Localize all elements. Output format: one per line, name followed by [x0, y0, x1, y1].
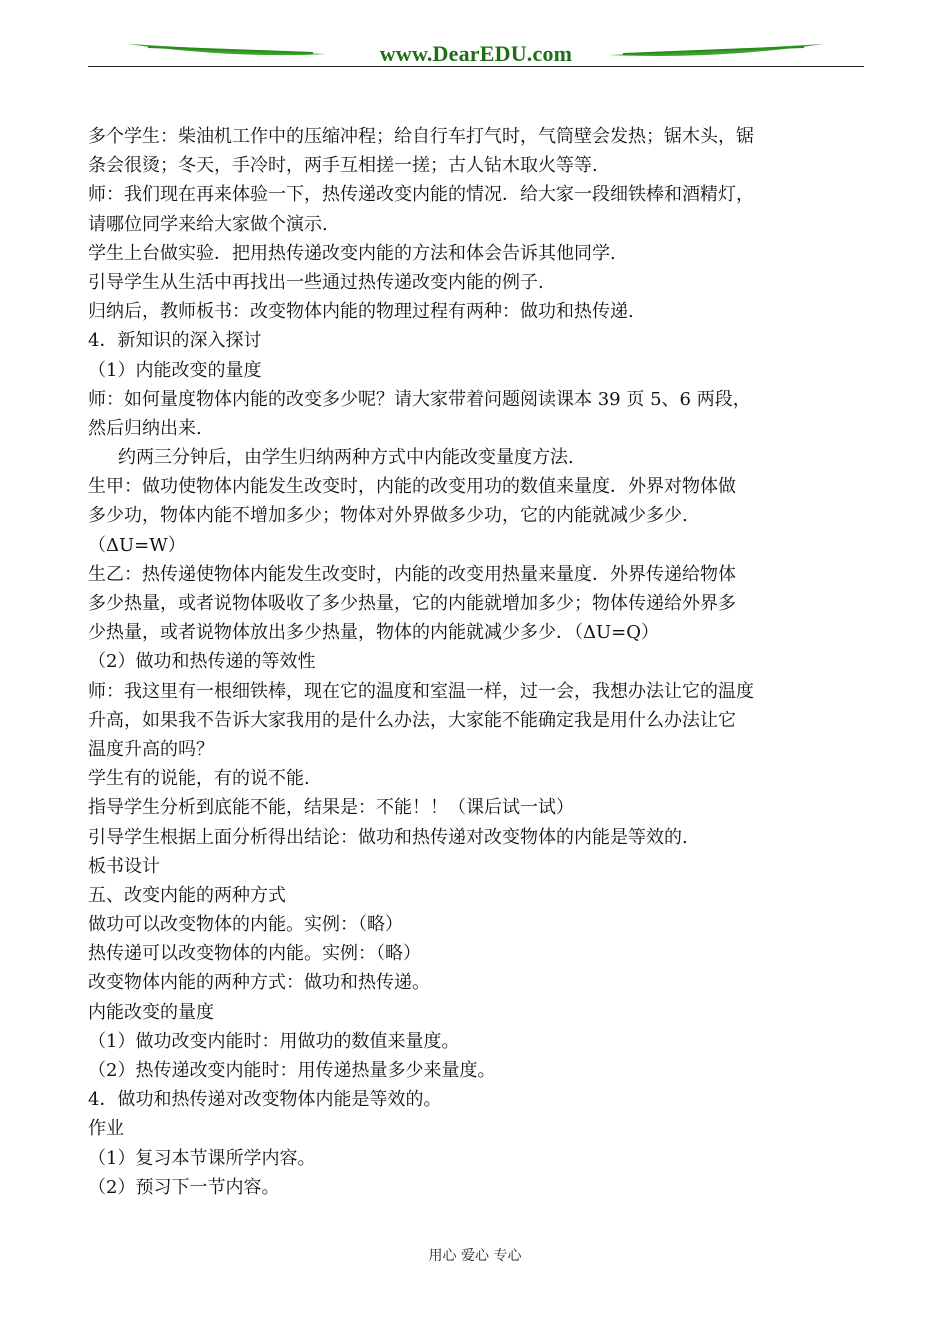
body-line: 学生有的说能，有的说不能.	[88, 768, 310, 790]
board-line: 内能改变的量度	[88, 1001, 214, 1023]
section-heading: 4．新知识的深入探讨	[88, 330, 262, 352]
body-line: 条会很烫；冬天，手冷时，两手互相搓一搓；古人钻木取火等等.	[88, 155, 598, 177]
board-line: （2）热传递改变内能时：用传递热量多少来量度。	[88, 1060, 496, 1081]
body-line: 指导学生分析到底能不能，结果是：不能！！（课后试一试）	[88, 797, 574, 819]
body-line: 少热量，或者说物体放出多少热量，物体的内能就减少多少．（ΔU=Q）	[88, 622, 660, 644]
subsection-heading: （1）内能改变的量度	[88, 359, 262, 381]
body-line: 引导学生根据上面分析得出结论：做功和热传递对改变物体的内能是等效的.	[88, 826, 688, 848]
body-line: 生乙：热传递使物体内能发生改变时，内能的改变用热量来量度．外界传递给物体	[88, 563, 736, 585]
body-line: 引导学生从生活中再找出一些通过热传递改变内能的例子.	[88, 271, 544, 293]
section-heading: 板书设计	[88, 855, 160, 877]
body-line: 学生上台做实验．把用热传递改变内能的方法和体会告诉其他同学.	[88, 242, 616, 264]
body-line: 多少功，物体内能不增加多少；物体对外界做多少功，它的内能就减少多少.	[88, 505, 688, 527]
body-line: 生甲：做功使物体内能发生改变时，内能的改变用功的数值来量度．外界对物体做	[88, 476, 736, 498]
page-footer: 用心 爱心 专心	[428, 1248, 522, 1264]
body-line: 师：我们现在再来体验一下，热传递改变内能的情况．给大家一段细铁棒和酒精灯，	[88, 184, 754, 206]
board-title: 五、改变内能的两种方式	[88, 884, 286, 906]
body-line: 升高，如果我不告诉大家我用的是什么办法，大家能不能确定我是用什么办法让它	[88, 709, 736, 731]
body-line: 师：我这里有一根细铁棒，现在它的温度和室温一样，过一会，我想办法让它的温度	[88, 680, 754, 702]
body-line: 然后归纳出来.	[88, 417, 202, 439]
board-line: 改变物体内能的两种方式：做功和热传递。	[88, 972, 430, 994]
document-body	[88, 122, 868, 1202]
body-line: 多个学生：柴油机工作中的压缩冲程；给自行车打气时，气筒壁会发热；锯木头，锯	[88, 126, 754, 147]
board-line: 4．做功和热传递对改变物体内能是等效的。	[88, 1089, 442, 1111]
board-line: 做功可以改变物体的内能。实例：（略）	[88, 914, 403, 936]
board-line: 热传递可以改变物体的内能。实例：（略）	[88, 943, 421, 965]
subsection-heading: （2）做功和热传递的等效性	[88, 651, 316, 673]
body-line: 约两三分钟后，由学生归纳两种方式中内能改变量度方法.	[118, 447, 574, 469]
body-line: 请哪位同学来给大家做个演示.	[88, 213, 328, 235]
board-line: （1）做功改变内能时：用做功的数值来量度。	[88, 1030, 460, 1052]
body-line: 归纳后，教师板书：改变物体内能的物理过程有两种：做功和热传递.	[88, 301, 634, 323]
body-line: 师：如何量度物体内能的改变多少呢？请大家带着问题阅读课本 39 页 5、6 两段，	[88, 388, 751, 410]
formula-line: （ΔU=W）	[88, 534, 186, 556]
homework-item: （2）预习下一节内容。	[88, 1176, 280, 1198]
page-header	[88, 30, 864, 72]
section-heading: 作业	[88, 1118, 124, 1140]
body-line: 温度升高的吗？	[88, 738, 214, 760]
site-logo-text: www.DearEDU.com	[379, 41, 573, 66]
body-line: 多少热量，或者说物体吸收了多少热量，它的内能就增加多少；物体传递给外界多	[88, 593, 736, 614]
homework-item: （1）复习本节课所学内容。	[88, 1147, 316, 1169]
header-divider	[88, 66, 864, 67]
